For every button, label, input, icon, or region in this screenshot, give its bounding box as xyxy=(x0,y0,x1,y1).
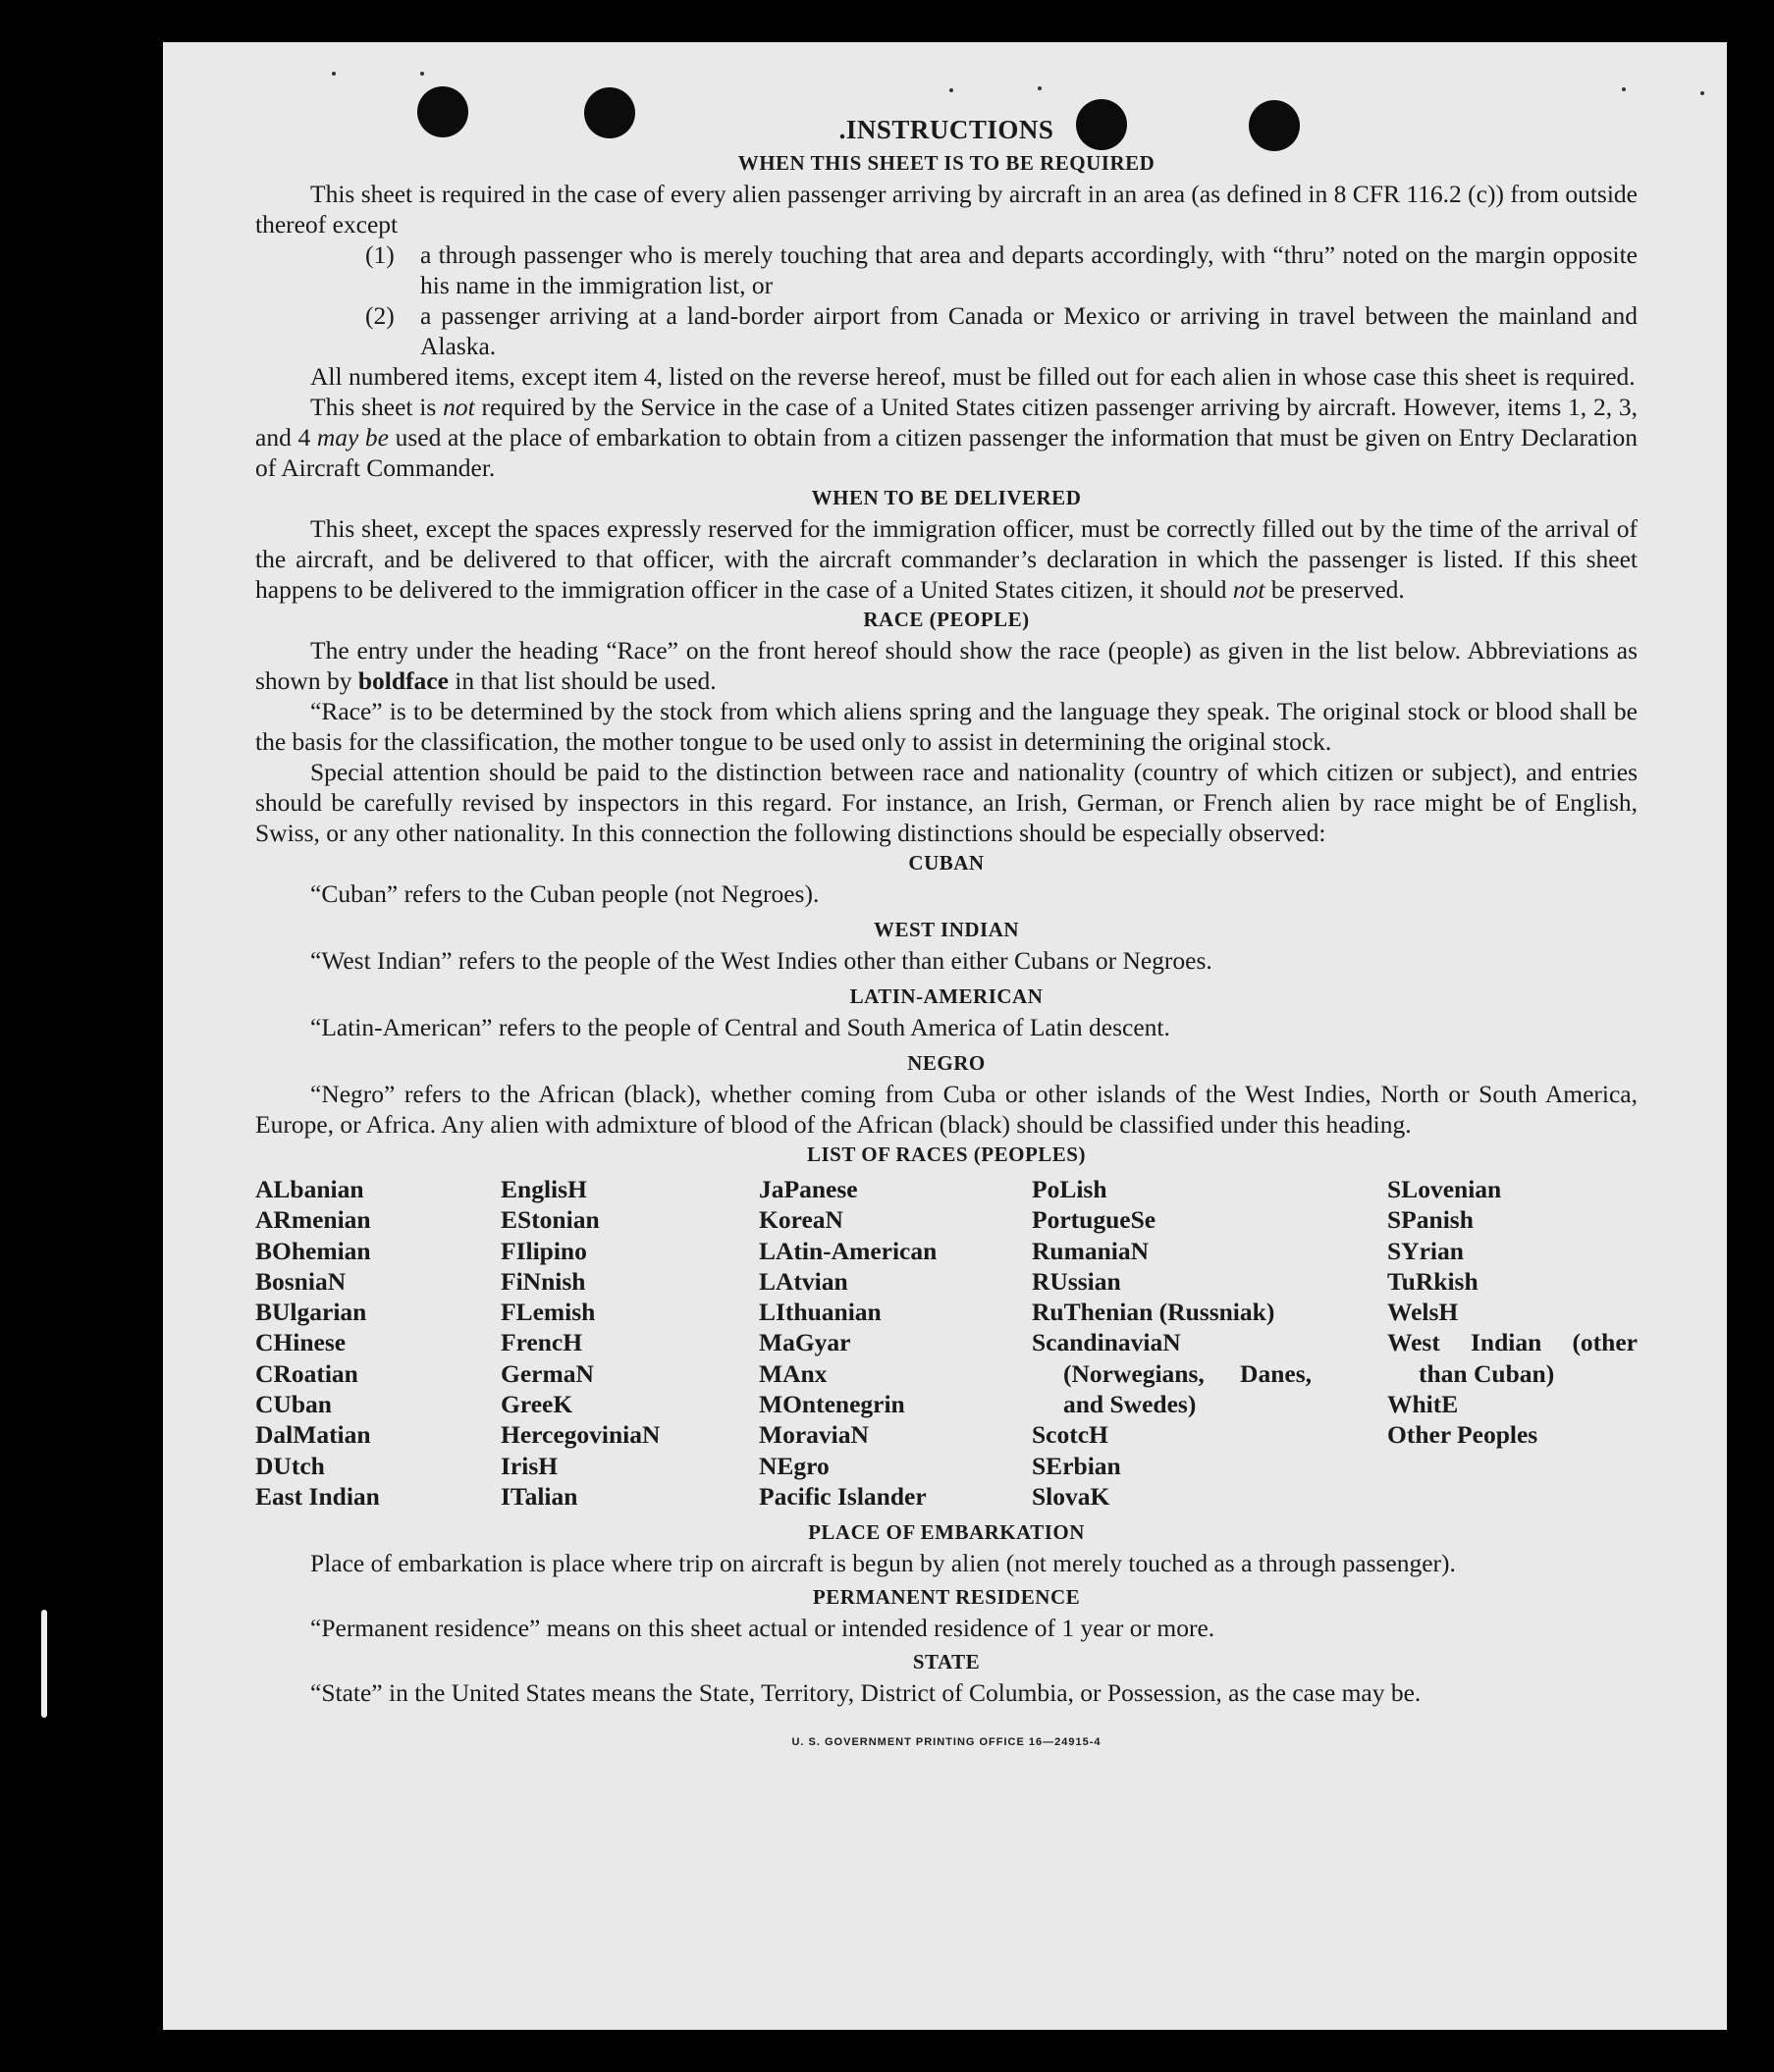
race-entry: LAtvian xyxy=(759,1266,848,1296)
document-page xyxy=(163,42,1727,2030)
place-of-embarkation-text: Place of embarkation is place where trip on aircraft is begun by alien (not merely touched as a through passenger). xyxy=(310,1549,1456,1578)
races-table xyxy=(255,1174,1638,1512)
race-entry: RuThenian (Russniak) xyxy=(1032,1298,1275,1327)
race-entry: NEgro xyxy=(759,1451,830,1480)
race-entry: KoreaN xyxy=(759,1205,843,1235)
race-entry: Other Peoples xyxy=(1387,1420,1538,1450)
page-title: .INSTRUCTIONS xyxy=(838,115,1054,144)
citizen-paragraph: This sheet is not required by the Service in the case of a United States citizen passenger arriving by aircraft. However, items 1, 2, 3, and 4 may be used at the place of embarkation to obtain from a citizen passenger the information that must be given on Entry Declaration of Aircraft Commander. xyxy=(255,393,1639,482)
race-entry: CUban xyxy=(255,1390,332,1419)
race-entry: DalMatian xyxy=(255,1420,371,1450)
heading-race: RACE (PEOPLE) xyxy=(863,608,1030,631)
race-entry: SErbian xyxy=(1032,1451,1121,1480)
cuban-text: “Cuban” refers to the Cuban people (not Negroes). xyxy=(310,879,820,908)
race-entry: MOntenegrin xyxy=(759,1390,905,1419)
exception-item-2: (2) a passenger arriving at a land-border airport from Canada or Mexico or arriving in travel between the mainland and Alaska. xyxy=(365,301,1638,360)
race-entry: ALbanian xyxy=(255,1175,364,1203)
race-entry: FIlipino xyxy=(501,1236,587,1265)
race-entry: FiNnish xyxy=(501,1266,586,1296)
race-entry: GreeK xyxy=(501,1390,573,1419)
race-entry: BOhemian xyxy=(255,1236,371,1265)
race-entry: ScandinaviaN (Norwegians, Danes, and Swedes) xyxy=(1032,1328,1312,1419)
race-entry: MaGyar xyxy=(759,1328,851,1357)
heading-place-of-embarkation: PLACE OF EMBARKATION xyxy=(808,1520,1085,1545)
permanent-residence-text: “Permanent residence” means on this sheet actual or intended residence of 1 year or more. xyxy=(310,1614,1215,1643)
race-entry: CHinese xyxy=(255,1328,347,1357)
race-entry: Pacific Islander xyxy=(759,1481,927,1511)
race-entry: PortugueSe xyxy=(1032,1205,1156,1235)
state-text: “State” in the United States means the State, Territory, District of Columbia, or Possession, as the case may be. xyxy=(310,1678,1422,1708)
race-entry: West Indian (other than Cuban) xyxy=(1387,1328,1638,1388)
races-column-2 xyxy=(501,1174,759,1512)
race-entry: DUtch xyxy=(255,1451,325,1480)
race-entry: GermaN xyxy=(501,1358,594,1388)
negro-text: “Negro” refers to the African (black), whether coming from Cuba or other islands of the West Indies, North or South America, Europe, or Africa. Any alien with admixture of blood of the African (black) should be classified under this heading. xyxy=(255,1080,1638,1139)
race-entry: RUssian xyxy=(1032,1266,1121,1296)
scan-edge-mark xyxy=(41,1610,47,1718)
race-paragraph-2: “Race” is to be determined by the stock from which aliens spring and the language they speak. The original stock or blood shall be the basis for the classification, the mother tongue to be used only to assist in determining the original stock. xyxy=(255,697,1638,756)
race-entry: SLovenian xyxy=(1387,1175,1502,1203)
race-entry: ITalian xyxy=(501,1481,578,1511)
race-entry: HercegoviniaN xyxy=(501,1420,661,1450)
numbered-items-paragraph: All numbered items, except item 4, listed on the reverse hereof, must be filled out for each alien in whose case this sheet is required. xyxy=(310,362,1636,391)
races-column-1 xyxy=(255,1174,501,1512)
race-entry: EnglisH xyxy=(501,1175,587,1203)
race-entry: FLemish xyxy=(501,1298,596,1327)
race-entry: SYrian xyxy=(1387,1236,1464,1265)
printer-footer: U. S. GOVERNMENT PRINTING OFFICE 16—24915-4 xyxy=(791,1736,1102,1749)
race-entry: WhitE xyxy=(1387,1390,1459,1419)
race-entry: WelsH xyxy=(1387,1298,1459,1327)
race-entry: BUlgarian xyxy=(255,1298,367,1327)
west-indian-text: “West Indian” refers to the people of the West Indies other than either Cubans or Negroes. xyxy=(310,946,1212,975)
race-entry: MAnx xyxy=(759,1358,828,1388)
race-entry: LAtin-American xyxy=(759,1236,938,1265)
latin-american-text: “Latin-American” refers to the people of Central and South America of Latin descent. xyxy=(310,1013,1170,1041)
race-entry: PoLish xyxy=(1032,1175,1107,1203)
race-entry: SPanish xyxy=(1387,1205,1474,1235)
race-paragraph-3: Special attention should be paid to the distinction between race and nationality (country of which citizen or subject), and entries should be carefully revised by inspectors in this regard. For instance, an Irish, German, or French alien by race might be of English, Swiss, or any other nationality. In this connection the following distinctions should be especially observed: xyxy=(255,758,1638,847)
race-entry: JaPanese xyxy=(759,1175,858,1203)
heading-when-delivered: WHEN TO BE DELIVERED xyxy=(811,486,1082,509)
race-entry: CRoatian xyxy=(255,1358,358,1388)
race-entry: TuRkish xyxy=(1387,1266,1478,1296)
race-entry: LIthuanian xyxy=(759,1298,882,1327)
race-entry: SlovaK xyxy=(1032,1481,1110,1511)
heading-west-indian: WEST INDIAN xyxy=(873,918,1020,941)
race-entry: IrisH xyxy=(501,1451,559,1480)
when-delivered-text: This sheet, except the spaces expressly reserved for the immigration officer, must be correctly filled out by the time of the arrival of the aircraft, and be delivered to that officer, with the aircraft commander’s declaration in which the passenger is listed. If this sheet happens to be delivered to the immigration officer in the case of a United States citizen, it should not be preserved. xyxy=(255,514,1638,604)
race-entry: ScotcH xyxy=(1032,1420,1108,1450)
race-entry: East Indian xyxy=(255,1481,380,1511)
heading-cuban: CUBAN xyxy=(908,851,985,875)
race-entry: BosniaN xyxy=(255,1266,347,1296)
heading-state: STATE xyxy=(912,1650,981,1674)
race-entry: RumaniaN xyxy=(1032,1236,1150,1265)
instructions-content xyxy=(255,107,1638,1758)
heading-latin-american: LATIN-AMERICAN xyxy=(849,984,1044,1008)
races-column-4 xyxy=(1032,1174,1312,1512)
when-required-intro: This sheet is required in the case of every alien passenger arriving by aircraft in an area (as defined in 8 CFR 116.2 (c)) from outside thereof except xyxy=(255,180,1638,239)
races-column-3 xyxy=(759,1174,1032,1512)
race-entry: ARmenian xyxy=(255,1205,371,1235)
race-entry: EStonian xyxy=(501,1205,600,1235)
races-column-5 xyxy=(1387,1174,1638,1512)
race-paragraph-1: The entry under the heading “Race” on the front hereof should show the race (people) as given in the list below. Abbreviations as shown by boldface in that list should be used. xyxy=(255,636,1638,695)
race-entry: MoraviaN xyxy=(759,1420,869,1450)
heading-negro: NEGRO xyxy=(907,1051,986,1075)
heading-permanent-residence: PERMANENT RESIDENCE xyxy=(812,1585,1081,1610)
heading-list-of-races: LIST OF RACES (PEOPLES) xyxy=(807,1142,1086,1166)
exception-item-1: (1) a through passenger who is merely touching that area and departs accordingly, with “thru” noted on the margin opposite his name in the immigration list, or xyxy=(365,240,1638,299)
heading-when-required: WHEN THIS SHEET IS TO BE REQUIRED xyxy=(737,151,1156,175)
race-entry: FrencH xyxy=(501,1328,583,1357)
